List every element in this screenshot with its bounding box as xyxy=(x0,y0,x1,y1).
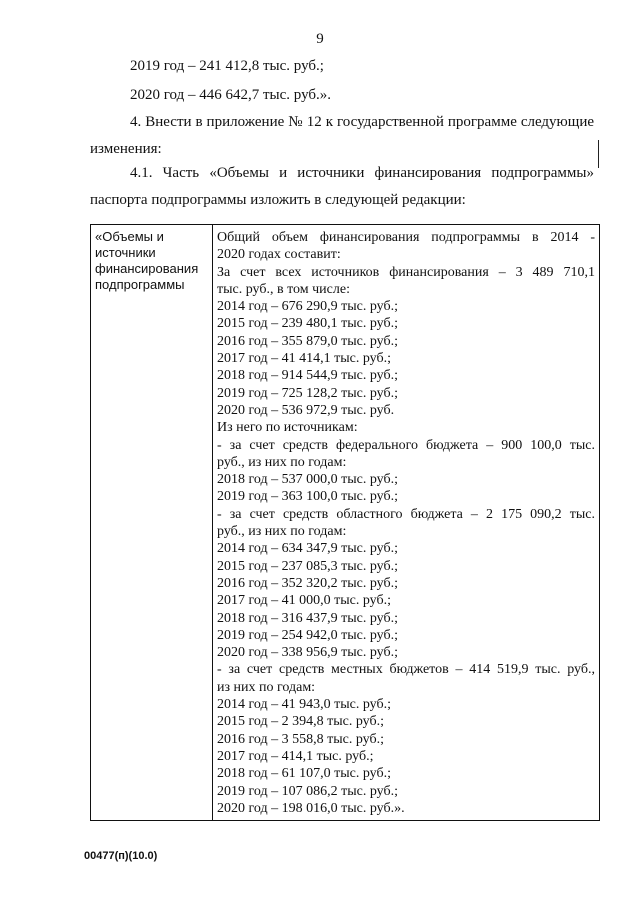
financing-line: 2018 год – 914 544,9 тыс. руб.; xyxy=(217,368,398,384)
intro-line-2019: 2019 год – 241 412,8 тыс. руб.; xyxy=(130,58,324,74)
table-label-line: «Объемы и xyxy=(95,229,164,244)
financing-passport-table xyxy=(90,224,600,821)
financing-line: 2016 год – 355 879,0 тыс. руб.; xyxy=(217,333,398,349)
financing-line: 2019 год – 725 128,2 тыс. руб.; xyxy=(217,385,398,401)
financing-line: 2015 год – 2 394,8 тыс. руб.; xyxy=(217,714,384,730)
financing-line: из них по годам: xyxy=(217,679,316,695)
section-4-1-line-2: паспорта подпрограммы изложить в следующей редакции: xyxy=(90,192,466,208)
section-4-1-line-1: 4.1. Часть «Объемы и источники финансирования подпрограммы» xyxy=(130,165,594,181)
financing-line: 2014 год – 634 347,9 тыс. руб.; xyxy=(217,541,398,557)
section-4-line-2: изменения: xyxy=(90,141,162,157)
financing-line: 2017 год – 41 000,0 тыс. руб.; xyxy=(217,593,391,609)
financing-line: 2017 год – 41 414,1 тыс. руб.; xyxy=(217,351,391,367)
financing-line: 2020 год – 338 956,9 тыс. руб.; xyxy=(217,645,398,661)
financing-line: 2018 год – 537 000,0 тыс. руб.; xyxy=(217,472,398,488)
financing-line: 2020 год – 198 016,0 тыс. руб.». xyxy=(217,800,405,816)
page-number: 9 xyxy=(316,31,324,47)
financing-line: За счет всех источников финансирования – 3 489 710,1 xyxy=(217,264,595,280)
financing-line: руб., из них по годам: xyxy=(217,454,347,470)
table-content-cell xyxy=(213,225,600,821)
financing-line: руб., из них по годам: xyxy=(217,524,347,540)
table-label-line: подпрограммы xyxy=(95,277,185,292)
financing-line: Из него по источникам: xyxy=(217,420,358,436)
financing-line: - за счет средств областного бюджета – 2 175 090,2 тыс. xyxy=(217,506,595,522)
financing-line: 2019 год – 107 086,2 тыс. руб.; xyxy=(217,783,398,799)
financing-line: 2017 год – 414,1 тыс. руб.; xyxy=(217,748,374,764)
financing-line: 2015 год – 237 085,3 тыс. руб.; xyxy=(217,558,398,574)
financing-line: 2014 год – 676 290,9 тыс. руб.; xyxy=(217,299,398,315)
financing-line: 2019 год – 254 942,0 тыс. руб.; xyxy=(217,627,398,643)
financing-line: 2018 год – 316 437,9 тыс. руб.; xyxy=(217,610,398,626)
financing-line: Общий объем финансирования подпрограммы в 2014 - xyxy=(217,230,595,245)
table-label-line: источники xyxy=(95,245,156,260)
intro-line-2020: 2020 год – 446 642,7 тыс. руб.». xyxy=(130,87,332,103)
table-row xyxy=(91,225,600,821)
financing-line: тыс. руб., в том числе: xyxy=(217,281,350,297)
financing-line: 2020 годах составит: xyxy=(217,247,341,263)
financing-line: 2018 год – 61 107,0 тыс. руб.; xyxy=(217,766,391,782)
document-code: 00477(п)(10.0) xyxy=(84,850,158,862)
financing-line: 2014 год – 41 943,0 тыс. руб.; xyxy=(217,697,391,713)
margin-scan-mark xyxy=(598,140,599,168)
financing-line: 2020 год – 536 972,9 тыс. руб. xyxy=(217,402,395,418)
financing-line: 2019 год – 363 100,0 тыс. руб.; xyxy=(217,489,398,505)
financing-line: 2016 год – 3 558,8 тыс. руб.; xyxy=(217,731,384,747)
section-4-line-1: 4. Внести в приложение № 12 к государственной программе следующие xyxy=(130,114,594,130)
financing-line: 2016 год – 352 320,2 тыс. руб.; xyxy=(217,575,398,591)
financing-line: - за счет средств местных бюджетов – 414 519,9 тыс. руб., xyxy=(217,662,595,678)
financing-line: 2015 год – 239 480,1 тыс. руб.; xyxy=(217,316,398,332)
financing-line: - за счет средств федерального бюджета – 900 100,0 тыс. xyxy=(217,437,595,453)
table-label-cell xyxy=(91,225,213,821)
table-label-line: финансирования xyxy=(95,261,199,276)
